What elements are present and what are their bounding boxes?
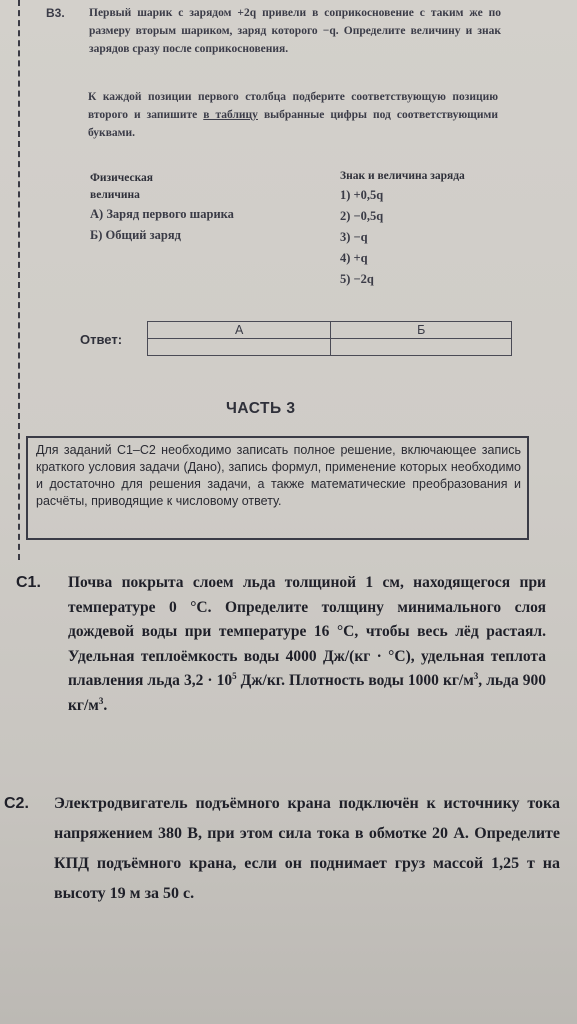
right-item-2: 2) −0,5q: [340, 209, 384, 223]
instruction-underlined: в таблицу: [203, 109, 258, 121]
task-c1-text-part3: , льда 900 кг/м: [68, 672, 546, 714]
task-c1-text: [68, 571, 546, 718]
left-item-a: А) Заряд первого шарика: [90, 207, 234, 221]
right-item-3: 3) −q: [340, 230, 368, 244]
task-c1: [16, 571, 546, 718]
task-c1-number: С1.: [16, 574, 41, 591]
answer-cell-a[interactable]: [148, 339, 331, 356]
right-item-5: 5) −2q: [340, 272, 374, 286]
left-item-b: Б) Общий заряд: [90, 228, 181, 242]
answer-cell-b[interactable]: [331, 339, 512, 356]
task-c1-text-part1: Почва покрыта слоем льда толщиной 1 см, находящегося при температуре 0 °С. Определите толщину минимального слоя дождевой воды при температуре 16 °С, чтобы весь лёд растаял. Удельная теплоёмкость воды 4000 Дж/(кг · °С), удельная теплота плавления льда 3,2 · 10: [68, 574, 546, 689]
task-b3-instruction: [88, 88, 498, 142]
task-c1-text-part4: .: [103, 696, 108, 714]
right-item-4: 4) +q: [340, 251, 368, 265]
left-column: [90, 170, 330, 246]
right-item-1: 1) +0,5q: [340, 188, 384, 202]
task-b3: [46, 4, 501, 58]
answer-table: [147, 321, 512, 356]
part3-note: Для заданий С1–С2 необходимо записать полное решение, включающее запись краткого условия задачи (Дано), запись формул, применение которых необходимо и достаточно для решения задачи, а также математические преобразования и расчёты, приводящие к числовому ответу.: [36, 443, 521, 508]
task-c1-text-part2: Дж/кг. Плотность воды 1000 кг/м: [236, 672, 474, 689]
instruction-part1: К каждой позиции первого столбца подберите соответствующую позицию второго и запишите: [88, 91, 498, 121]
task-c1-exp3: 3: [98, 695, 104, 706]
task-c2: [4, 789, 560, 909]
instruction-part2: выбранные цифры под соответствующими буквами.: [88, 109, 498, 139]
part3-note-box: [26, 436, 529, 540]
task-c1-exp1: 5: [232, 670, 237, 681]
cut-line: [18, 0, 20, 560]
task-c2-text: Электродвигатель подъёмного крана подключён к источнику тока напряжением 380 В, при этом сила тока в обмотке 20 А. Определите КПД подъёмного крана, если он поднимает груз массой 1,25 т на высоту 19 м за 50 с.: [54, 795, 560, 902]
task-b3-text: Первый шарик с зарядом +2q привели в соприкосновение с таким же по размеру вторым шариком, заряд которого −q. Определите величину и знак зарядов сразу после соприкосновения.: [89, 7, 501, 55]
task-c2-number: С2.: [4, 795, 29, 812]
answer-header-a: А: [148, 322, 331, 339]
task-b3-number: В3.: [46, 6, 65, 20]
right-column-header: Знак и величина заряда: [340, 170, 465, 182]
left-column-header: Физическая величина: [90, 172, 154, 201]
answer-header-b: Б: [331, 322, 512, 339]
part3-title: ЧАСТЬ 3: [226, 400, 296, 417]
right-column: [340, 168, 500, 290]
task-c1-exp2: 3: [473, 670, 479, 681]
answer-label: Ответ:: [80, 332, 123, 347]
